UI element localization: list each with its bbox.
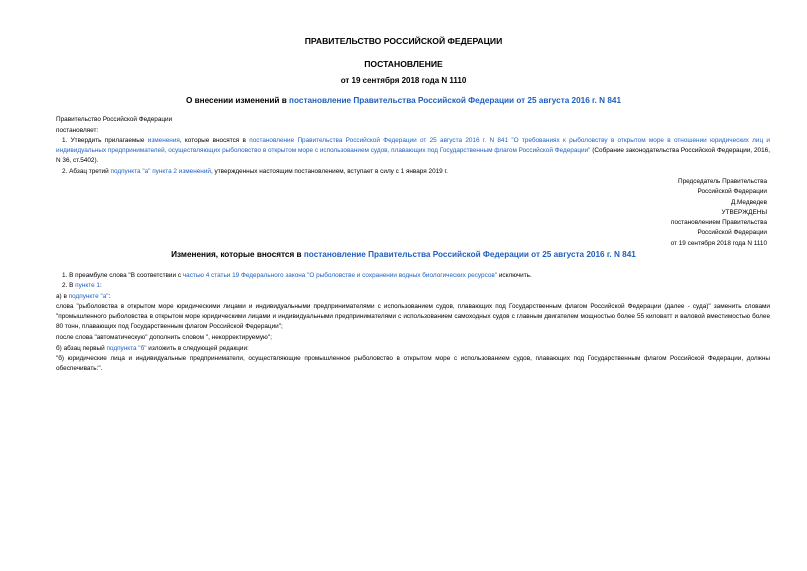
changes-title bbox=[0, 250, 807, 259]
signature-line: от 19 сентября 2018 года N 1110 bbox=[670, 239, 767, 247]
item2a-text-1: а) в bbox=[56, 293, 69, 300]
signature-line: постановлением Правительства bbox=[671, 219, 767, 227]
item2b-text-2: изложить в следующей редакции: bbox=[146, 345, 249, 352]
signature-line: Д.Медведев bbox=[730, 198, 767, 206]
item1-text-2: исключить. bbox=[497, 272, 532, 279]
signature-line: Председатель Правительства bbox=[678, 178, 767, 185]
item2-link[interactable]: пункте 1 bbox=[75, 282, 100, 289]
p2-text-2: , утвержденных настоящим постановлением, вступает в силу с 1 января 2019 г. bbox=[210, 168, 448, 175]
item2-text-2: : bbox=[99, 282, 102, 289]
signature-line: Российской Федерации bbox=[697, 229, 767, 237]
change-item-2 bbox=[62, 281, 102, 291]
document-title bbox=[0, 96, 807, 105]
org-heading: ПРАВИТЕЛЬСТВО РОССИЙСКОЙ ФЕДЕРАЦИИ bbox=[304, 36, 503, 46]
p1-link-resolution[interactable]: постановление Правительства Российской Федерации от 25 августа 2016 г. N 841 "О требованиях к рыболовству в открытом море в отношении юридических лиц и индивидуальных предпринимателей, осуществляющих рыболовство в открытом море с использованием судов, плавающих под Государственным флагом Российской Федерации" bbox=[56, 137, 770, 154]
after-word-line: после слова "автоматическую" дополнить словом ", некорректируемую"; bbox=[56, 334, 272, 341]
item2b-link[interactable]: подпункта "б" bbox=[106, 345, 147, 352]
title-link[interactable]: постановление Правительства Российской Федерации от 25 августа 2016 г. N 841 bbox=[289, 96, 622, 105]
item2-text-1: 2. В bbox=[62, 282, 76, 289]
p1-text-3: (Собрание законодательства Российской Федерации, 2016, N 36, ст.5402). bbox=[56, 146, 770, 164]
quoted-text: "б) юридические лица и индивидуальные предприниматели, осуществляющие промышленное рыболовство в открытом море с использованием судов, плавающих под Государственным флагом Российской Федерации, должны обеспечивать:". bbox=[56, 355, 770, 372]
paragraph-2 bbox=[62, 167, 448, 177]
signature-line: УТВЕРЖДЕНЫ bbox=[721, 208, 767, 216]
paragraph-1 bbox=[56, 136, 770, 166]
signature-line: Российской Федерации bbox=[697, 188, 767, 196]
change-item-2b bbox=[56, 344, 249, 354]
p1-text-1: 1. Утвердить прилагаемые bbox=[62, 137, 148, 144]
doc-type-heading: ПОСТАНОВЛЕНИЕ bbox=[364, 59, 443, 69]
item2b-text-1: б) абзац первый bbox=[56, 345, 107, 352]
changes-title-prefix: Изменения, которые вносятся в bbox=[171, 250, 304, 259]
p2-link[interactable]: подпункта "а" пункта 2 изменений bbox=[110, 168, 211, 175]
p1-link-changes[interactable]: изменения bbox=[147, 137, 180, 144]
title-prefix: О внесении изменений в bbox=[185, 96, 290, 105]
preamble-line2: постановляет: bbox=[56, 127, 99, 134]
p1-text-2: , которые вносятся в bbox=[179, 137, 250, 144]
item1-text-1: 1. В преамбуле слова "В соответствии с bbox=[62, 272, 183, 279]
item2a-text-2: : bbox=[108, 293, 111, 300]
signature-block bbox=[671, 177, 767, 249]
change-item-1 bbox=[62, 271, 532, 281]
preamble-line1: Правительство Российской Федерации bbox=[56, 116, 173, 123]
item2a-link[interactable]: подпункте "а" bbox=[68, 293, 109, 300]
change-item-2a bbox=[56, 292, 110, 302]
item1-link[interactable]: частью 4 статьи 19 Федерального закона "О рыболовстве и сохранении водных биологических ресурсов" bbox=[182, 272, 498, 279]
p2-text-1: 2. Абзац третий bbox=[62, 168, 111, 175]
date-line: от 19 сентября 2018 года N 1110 bbox=[340, 76, 467, 85]
changes-title-link[interactable]: постановление Правительства Российской Федерации от 25 августа 2016 г. N 841 bbox=[303, 250, 636, 259]
words-replacement: слова "рыболовства в открытом море юридическими лицами и индивидуальными предпринимателями с использованием судов, плавающих под Государственным флагом Российской Федерации (далее - суда)" заменить словами "промышленного рыболовства в открытом море юридическими лицами и индивидуальными предпринимателями с использованием самоходных судов с главным двигателем мощностью более 55 киловатт и валовой вместимостью более 80 тонн, плавающих под Государственным флагом Российской Федерации"; bbox=[56, 303, 770, 330]
